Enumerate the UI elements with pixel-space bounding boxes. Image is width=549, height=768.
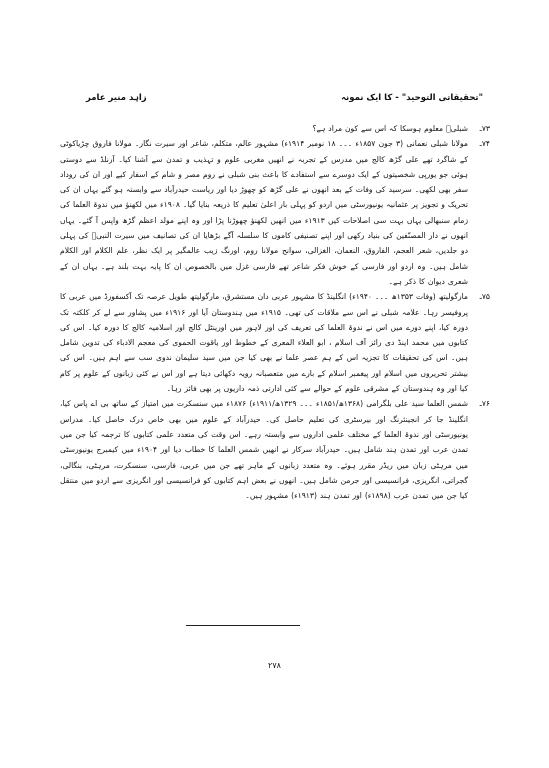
endnote-text: مولانا شبلی نعمانی (۳ جون ۱۸۵۷ء ۔۔۔ ۱۸ نومبر ۱۹۱۴ء) مشہور عالم، متکلم، شاعر اور سیرت نگار۔ مولانا فاروق چڑیاکوٹی کے شاگرد تھے علی گڑھ کالج میں مدرس کے تجربہ نے انھیں مغربی علوم و تہذیب و تمدن سے آشنا کیا۔ آرنلڈ سے دوستی ہوئی جو یورپی شخصیتوں کے ایک دوسرے سے استفادے کا باعث بنی شبلی نے روم مصر و شام کے اسفار کیے اور ان کی روداد سفر بھی لکھی۔ سرسید کی وفات کے بعد انھوں نے علی گڑھ کو چھوڑ دیا اور ریاست حیدرآباد سے وابستہ ہو گئے یہاں ان کی تحریک و تجویز پر عثمانیہ یونیورسٹی میں اردو کو پہلی بار اعلیٰ تعلیم کا ذریعہ بنایا گیا۔ ۱۹۰۸ء میں لکھنؤ میں ندوۃ العلما کی زمام سنبھالی یہاں بہت سی اصلاحات کیں ۱۹۱۳ء میں انھیں لکھنؤ چھوڑنا پڑا اور وہ اپنے مولد اعظم گڑھ واپس آ گئے۔ یہاں انھوں نے دار المصنّفین کی بنیاد رکھی اور اپنے تصنیفی کاموں کا سلسلہ آگے بڑھایا ان کی تصانیف میں سیرت النبیؐ کی پہلی دو جلدیں، شعر العجم، الفاروق، النعمان، الغزالی، سوانح مولانا روم، اورنگ زیب عالمگیر پر ایک نظر، علم الکلام اور الکلام شامل ہیں۔ وہ اردو اور فارسی کے خوش فکر شاعر تھے فارسی غزل میں بالخصوص ان کا پایہ بہت بلند ہے۔ یہاں ان کے شعری دیوان کا ذکر ہے۔: [60, 139, 468, 286]
page-number: ۲۷۸: [268, 661, 281, 670]
endnote-text: شمس العلما سید علی بلگرامی (۱۳۶۸ھ/۱۸۵۱ء ۔۔۔ ۱۳۲۹ھ/۱۹۱۱ء) ۱۸۷۶ء میں سنسکرت میں امتیاز کے ساتھ بی اے پاس کیا، انگلینڈ جا کر انجینئرنگ اور بیرسٹری کی تعلیم حاصل کی۔ حیدرآباد کے علوم میں بھی خاص درک حاصل کیا۔ مدراس یونیورسٹی اور ندوۃ العلما کے مختلف علمی اداروں سے وابستہ رہے۔ اس وقت کی متعدد علمی کتابوں کا ترجمہ کیا جن میں تمدن عرب اور تمدن ہند شامل ہیں۔ حیدرآباد سرکار نے انھیں شمس العلما کا خطاب دیا اور ۱۹۰۴ء میں کیمبرج یونیورسٹی میں مرہٹی زبان میں ریڈر مقرر ہوئے۔ وہ متعدد زبانوں کے ماہر تھے جن میں عربی، فارسی، سنسکرت، مرہٹی، بنگالی، گجراتی، انگریزی، فرانسیسی اور جرمن شامل ہیں۔ انھوں نے بعض اہم کتابوں کو فرانسیسی اور انگریزی سے اردو میں منتقل کیا جن میں تمدن عرب (۱۸۹۸ء) اور تمدن ہند (۱۹۱۳ء) مشہور ہیں۔: [60, 399, 468, 501]
endnote-75: [60, 289, 490, 396]
running-header: [86, 92, 483, 108]
header-title: "تحقیقاتی التوحید" ‑ کا ایک نمونہ: [341, 93, 483, 103]
endnotes-list: [60, 121, 490, 503]
footnote-separator-rule: [186, 625, 300, 626]
endnote-number: ۷۶ـ: [479, 399, 490, 409]
endnote-number: ۷۳ـ: [479, 124, 490, 133]
header-author: زاہد منیر عامر: [86, 93, 147, 103]
endnote-73: [60, 121, 490, 136]
endnote-text: مارگولیتھ (وفات ۱۳۵۳ھ ۔۔۔ ۱۹۴۰ء) انگلینڈ کا مشہور عربی دان مستشرق، مارگولیتھ طویل عرصہ تک آکسفورڈ میں عربی کا پروفیسر رہا۔ علامہ شبلی نے اس سے ملاقات کی تھی۔ ۱۹۱۵ء میں ہندوستان آیا اور ۱۹۱۶ء میں پشاور سے لے کر کلکتہ تک دورہ کیا، اپنے دورے میں اس نے ندوۃ العلما کی تعریف کی اور لاہور میں اورینٹل کالج اور اسلامیہ کالج کا دورہ کیا۔ اس کی کتابوں میں محمد اینڈ دی رائز آف اسلام ، ابو العلاء المعری کے خطوط اور یاقوت الحموی کی معجم الادباء کی تدوین شامل ہیں۔ اس کی تحقیقات کا تجزیہ اس کے ہم عصر علما نے بھی کیا جن میں سید سلیمان ندوی سب سے اہم ہیں۔ اس کی بیشتر تحریروں میں اسلام اور پیغمبر اسلام کے بارے میں متعصبانہ رویہ دکھائی دیتا ہے اور اس نے کئی زبانوں کے علوم پر کام کیا اور وہ ہندوستان کے مشرقی علوم کے حوالے سے کئی ادارتی ذمہ داریوں پر بھی فائز رہا۔: [60, 292, 468, 394]
endnote-text: شبلیؒ معلوم ہوسکا کہ اس سے کون مراد ہے؟: [312, 124, 468, 133]
endnote-76: [60, 396, 490, 503]
endnote-74: [60, 136, 490, 289]
endnote-number: ۷۵ـ: [479, 292, 490, 302]
endnote-number: ۷۴ـ: [479, 139, 490, 149]
